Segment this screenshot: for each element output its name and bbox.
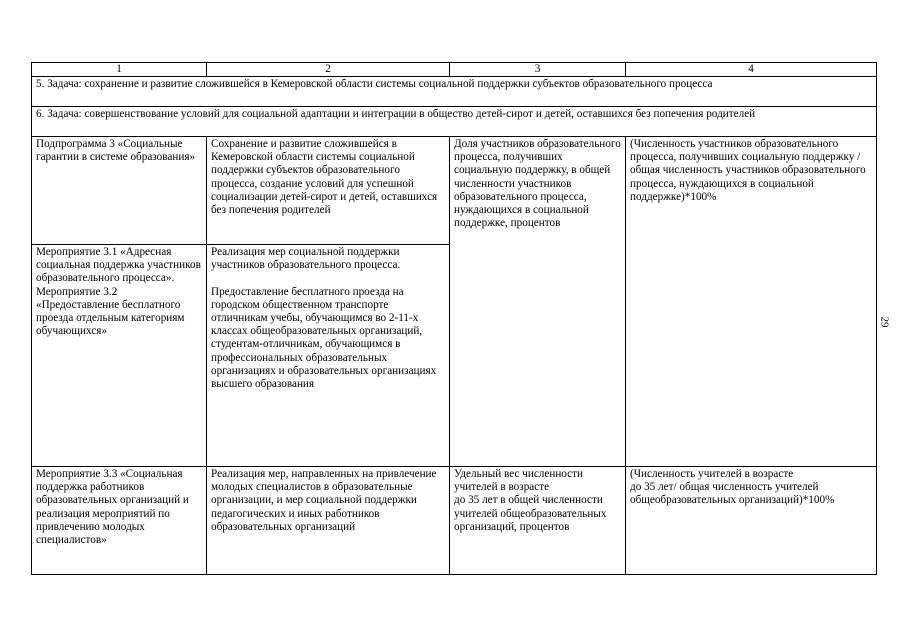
table-row — [32, 467, 877, 575]
indicator-table — [31, 62, 877, 575]
subprogram-cell: Подпрограмма 3 «Социальные гарантии в системе образования» — [32, 137, 207, 245]
task-row — [32, 77, 877, 107]
task-6: 6. Задача: совершенствование условий для социальной адаптации и интеграции в общество детей-сирот и детей, оставшихся без попечения родителей — [32, 107, 877, 137]
task-5: 5. Задача: сохранение и развитие сложившейся в Кемеровской области системы социальной поддержки субъектов образовательного процесса — [32, 77, 877, 107]
column-number: 1 — [32, 63, 207, 77]
formula-cell: (Численность учителей в возрасте до 35 лет/ общая численность учителей общеобразовательных организаций)*100% — [626, 467, 877, 575]
subprogram-goal-cell: Сохранение и развитие сложившейся в Кемеровской области системы социальной поддержки субъектов образовательного процесса, создание условий для успешной социализации детей-сирот и детей, оставшихся без попечения родителей — [207, 137, 450, 245]
indicator-cell: Доля участников образовательного процесса, получивших социальную поддержку, в общей численности участников образовательного процесса, нуждающихся в социальной поддержке, процентов — [450, 137, 626, 467]
table-row — [32, 137, 877, 245]
column-number: 3 — [450, 63, 626, 77]
column-number-row — [32, 63, 877, 77]
formula-cell: (Численность участников образовательного процесса, получивших социальную поддержку / общая численность участников образовательного процесса, нуждающихся в социальной поддержке)*100% — [626, 137, 877, 467]
column-number: 2 — [207, 63, 450, 77]
task-row — [32, 107, 877, 137]
measure-cell: Мероприятие 3.3 «Социальная поддержка работников образовательных организаций и реализация мероприятий по привлечению молодых специалистов» — [32, 467, 207, 575]
indicator-cell: Удельный вес численности учителей в возрасте до 35 лет в общей численности учителей общеобразовательных организаций, процентов — [450, 467, 626, 575]
page-number: 29 — [878, 316, 891, 328]
column-number: 4 — [626, 63, 877, 77]
measure-description-cell: Реализация мер, направленных на привлечение молодых специалистов в образовательные организации, и мер социальной поддержки педагогических и иных работников образовательных организаций — [207, 467, 450, 575]
measure-cell: Мероприятие 3.1 «Адресная социальная поддержка участников образовательного процесса». Мероприятие 3.2 «Предоставление бесплатного проезда отдельным категориям обучающихся» — [32, 245, 207, 467]
measure-description-cell: Реализация мер социальной поддержки участников образовательного процесса. Предоставление бесплатного проезда на городском общественном транспорте отличникам учебы, обучающимся во 2-11-х классах общеобразовательных организаций, студентам-отличникам, обучающимся в профессиональных образовательных организациях и образовательных организациях высшего образования — [207, 245, 450, 467]
